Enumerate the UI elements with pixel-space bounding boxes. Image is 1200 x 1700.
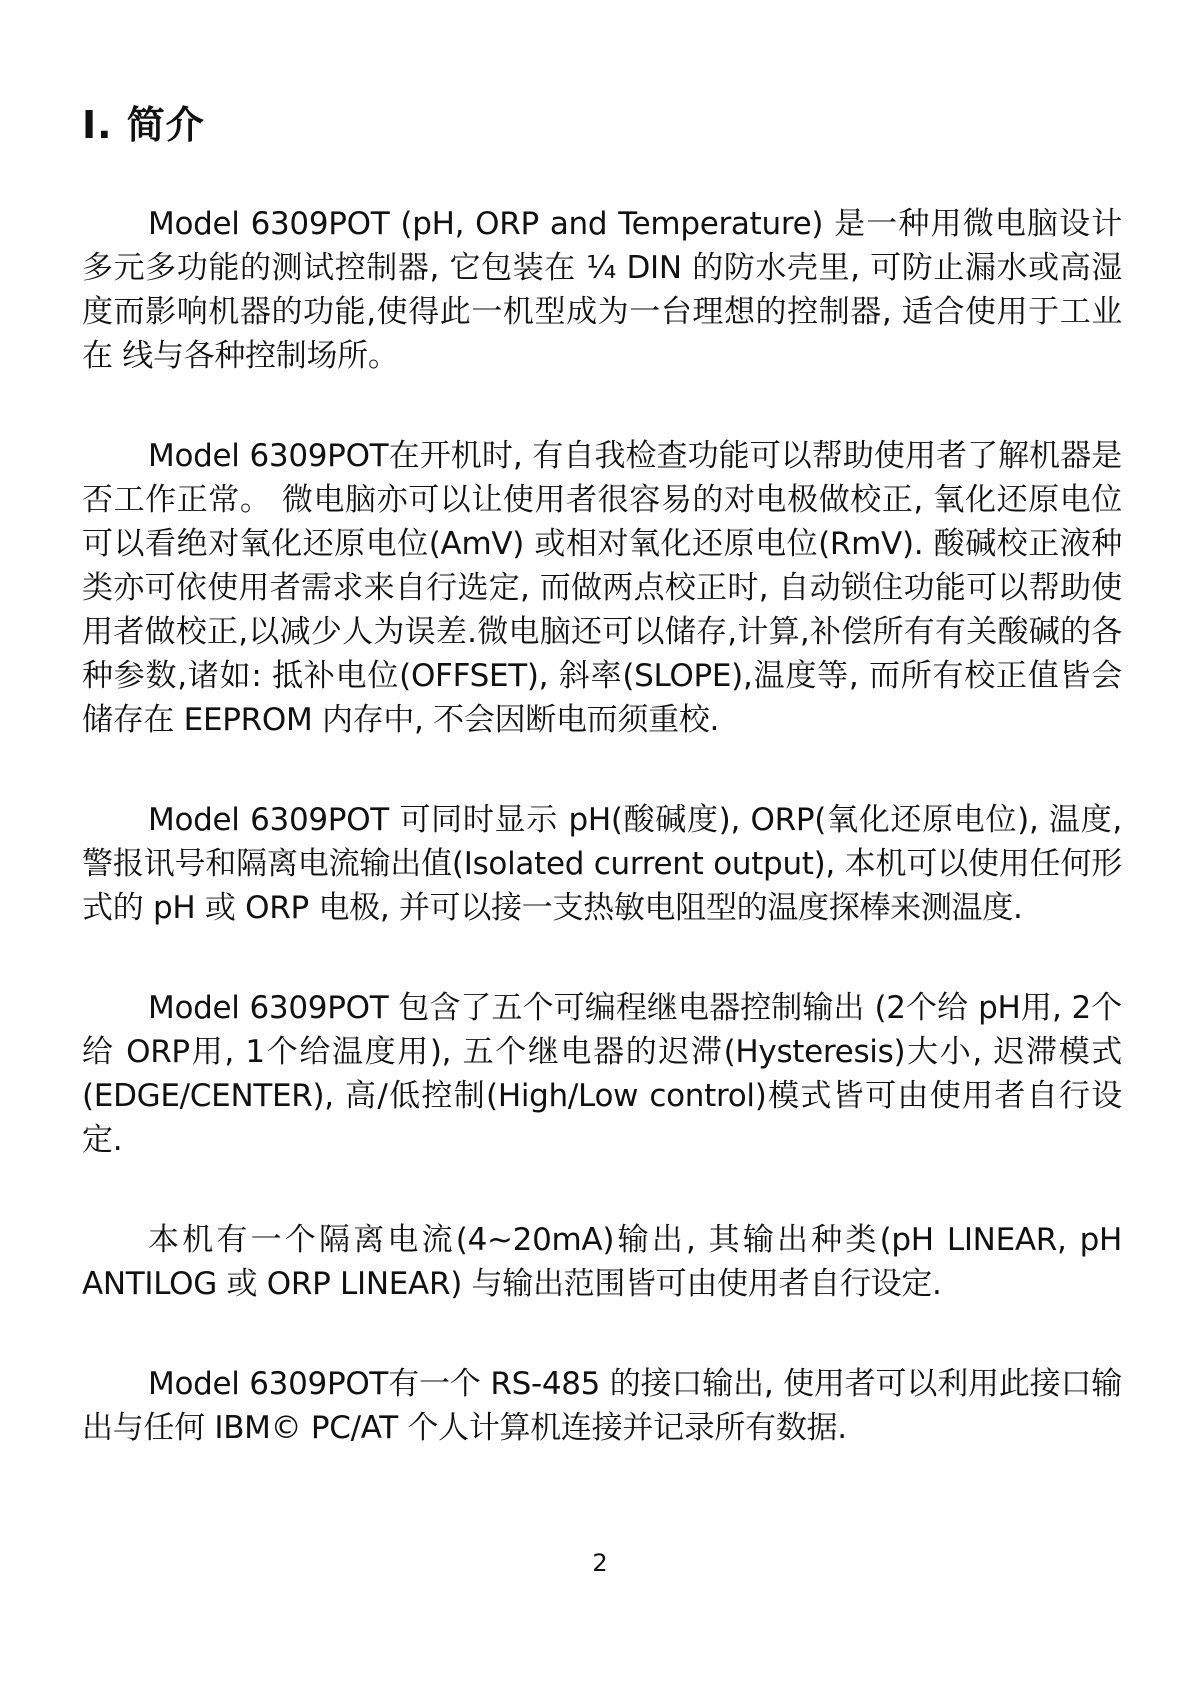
paragraph-current-output: 本机有一个隔离电流(4~20mA)输出, 其输出种类(pH LINEAR, pH ANTILOG 或 ORP LINEAR) 与输出范围皆可由使用者自行设定. <box>82 1222 1122 1302</box>
paragraph-display: Model 6309POT 可同时显示 pH(酸碱度), ORP(氧化还原电位), 温度, 警报讯号和隔离电流输出值(Isolated current output), 本机可以使用任何形式的 pH 或 ORP 电极, 并可以接一支热敏电阻型的温度探棒来测温度. <box>82 802 1122 926</box>
page-number: 2 <box>592 1549 608 1577</box>
paragraph-relays: Model 6309POT 包含了五个可编程继电器控制输出 (2个给 pH用, 2个给 ORP用, 1个给温度用), 五个继电器的迟滞(Hysteresis)大小, 迟滞模式(EDGE/CENTER), 高/低控制(High/Low control)模式皆可由使用者自行设定. <box>82 990 1122 1158</box>
paragraph-introduction: Model 6309POT (pH, ORP and Temperature) 是一种用微电脑设计多元多功能的测试控制器, 它包装在 ¼ DIN 的防水壳里, 可防止漏水或高湿度而影响机器的功能,使得此一机型成为一台理想的控制器, 适合使用于工业在 线与各种控制场所。 <box>82 206 1122 374</box>
paragraph-self-check-calibration: Model 6309POT在开机时, 有自我检查功能可以帮助使用者了解机器是否工作正常。 微电脑亦可以让使用者很容易的对电极做校正, 氧化还原电位可以看绝对氧化还原电位(AmV) 或相对氧化还原电位(RmV). 酸碱校正液种类亦可依使用者需求来自行选定, 而做两点校正时, 自动锁住功能可以帮助使用者做校正,以减少人为误差.微电脑还可以储存,计算,补偿所有有关酸碱的各种参数,诸如: 抵补电位(OFFSET), 斜率(SLOPE),温度等, 而所有校正值皆会储存在 EEPROM 内存中, 不会因断电而须重校. <box>82 438 1122 738</box>
paragraph-rs485: Model 6309POT有一个 RS-485 的接口输出, 使用者可以利用此接口输出与任何 IBM© PC/AT 个人计算机连接并记录所有数据. <box>82 1366 1122 1446</box>
section-heading: I. 简介 <box>82 103 205 147</box>
body-text <box>82 202 1122 1450</box>
